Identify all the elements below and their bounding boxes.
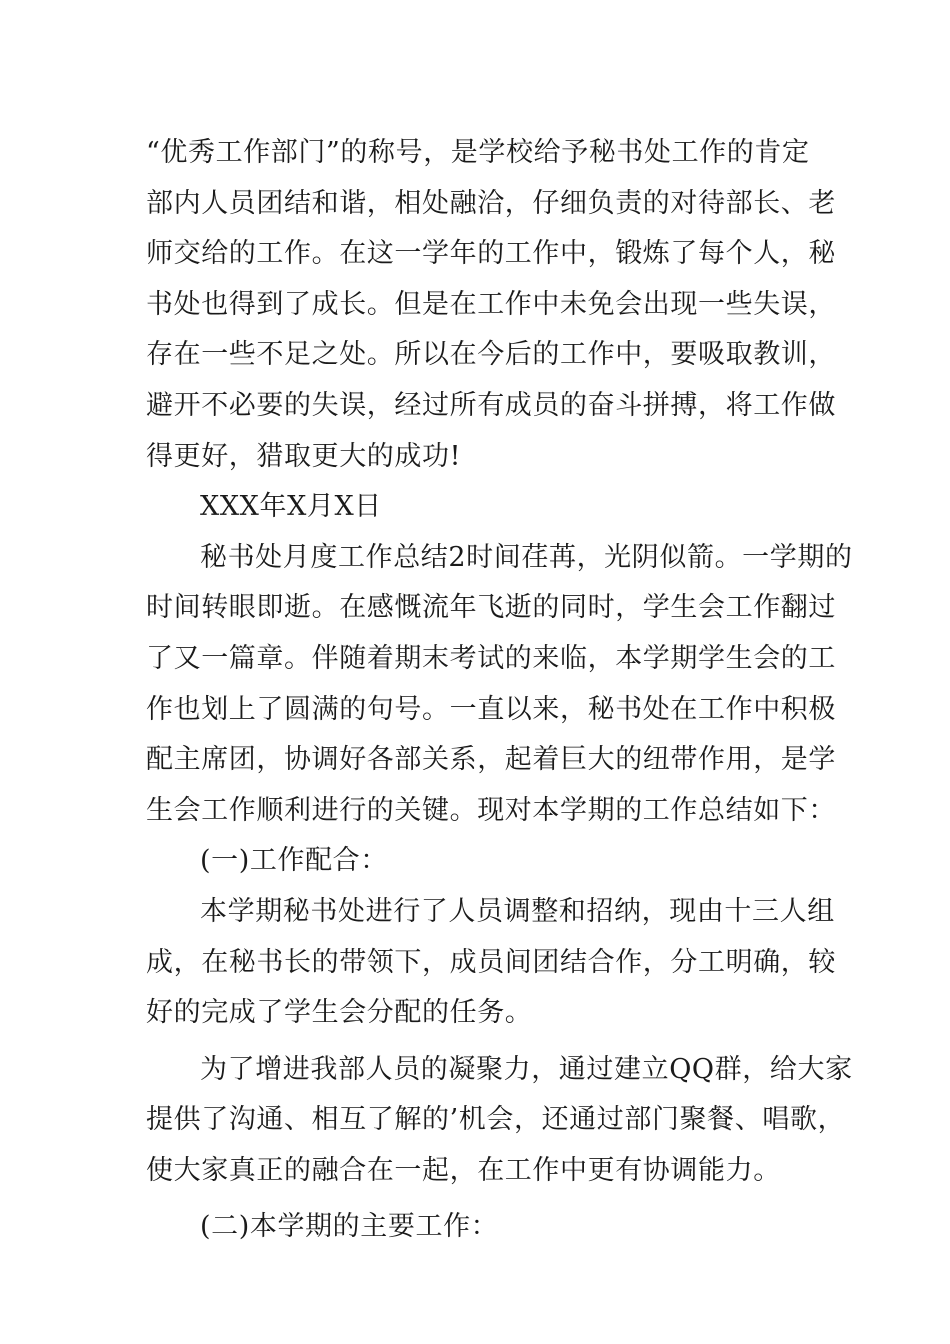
text-line: 配主席团，协调好各部关系，起着巨大的纽带作用，是学: [146, 744, 836, 776]
paragraph-start: 为了增进我部人员的凝聚力，通过建立QQ群，给大家: [200, 1053, 853, 1085]
text-line: 师交给的工作。在这一学年的工作中，锻炼了每个人，秘: [146, 238, 836, 270]
text-line: 时间转眼即逝。在感慨流年飞逝的同时，学生会工作翻过: [146, 592, 836, 624]
paragraph-start: 秘书处月度工作总结2时间荏苒，光阴似箭。一学期的: [200, 541, 853, 573]
text-line: 好的完成了学生会分配的任务。: [146, 997, 533, 1029]
text-line: “优秀工作部门”的称号，是学校给予秘书处工作的肯定: [146, 137, 810, 168]
text-line: 使大家真正的融合在一起，在工作中更有协调能力。: [146, 1154, 781, 1186]
text-line: 生会工作顺利进行的关键。现对本学期的工作总结如下：: [146, 794, 836, 826]
text-line: 书处也得到了成长。但是在工作中未免会出现一些失误，: [146, 288, 836, 320]
text-line: 避开不必要的失误，经过所有成员的奋斗拼搏，将工作做: [146, 389, 836, 421]
section-heading: (二)本学期的主要工作：: [200, 1211, 499, 1243]
text-line: 了又一篇章。伴随着期末考试的来临，本学期学生会的工: [146, 642, 836, 674]
text-line: 成，在秘书长的带领下，成员间团结合作，分工明确，较: [146, 946, 836, 978]
section-heading: (一)工作配合：: [200, 845, 388, 877]
date-line: XXX年X月X日: [200, 491, 382, 523]
text-line: 部内人员团结和谐，相处融洽，仔细负责的对待部长、老: [146, 187, 836, 219]
text-line: 作也划上了圆满的句号。一直以来，秘书处在工作中积极: [146, 693, 836, 725]
text-line: 存在一些不足之处。所以在今后的工作中，要吸取教训，: [146, 339, 836, 371]
paragraph-start: 本学期秘书处进行了人员调整和招纳，现由十三人组: [200, 895, 835, 927]
text-line: 提供了沟通、相互了解的’机会，还通过部门聚餐、唱歌，: [146, 1104, 846, 1136]
text-line: 得更好，猎取更大的成功!: [146, 440, 462, 472]
document-body: [146, 128, 853, 1253]
